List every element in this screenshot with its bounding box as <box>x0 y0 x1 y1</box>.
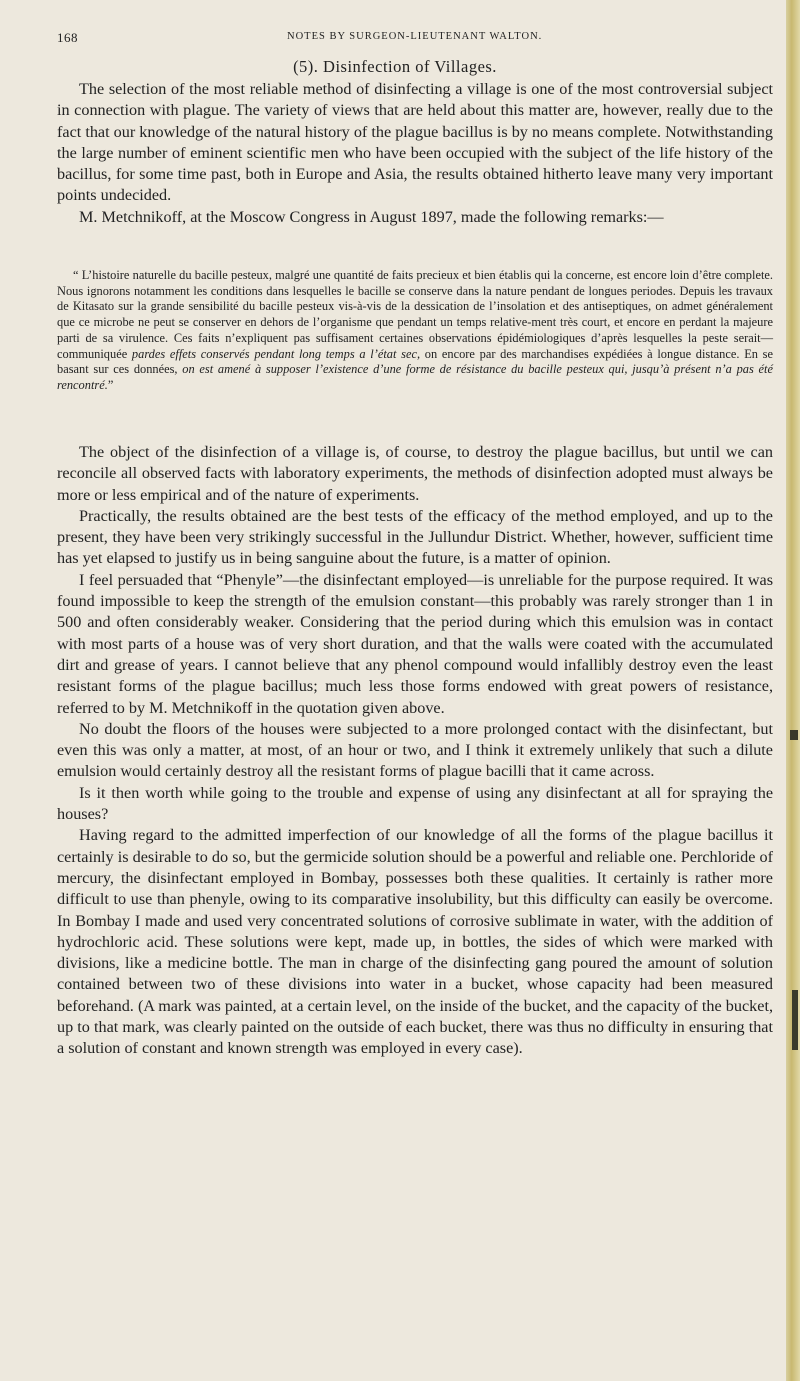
paragraph-metchnikoff-intro: M. Metchnikoff, at the Moscow Congress in August 1897, made the following remarks:— <box>79 207 664 226</box>
edge-mark-2 <box>792 990 798 1050</box>
page-edge <box>786 0 800 1381</box>
body-text-block-1 <box>57 79 773 228</box>
paragraph-perchloride: Having regard to the admitted imperfection of our knowledge of all the forms of the plague bacillus it certainly is desirable to do so, but the germicide solution should be a powerful and reliable one. Perchloride of mercury, the disinfectant employed in Bombay, possesses both these qualities. It certainly is rather more difficult to use than phenyle, owing to its comparative insolubility, but this difficulty can easily be overcome. In Bombay I made and used very concentrated solutions of corrosive sublimate in water, with the addition of hydrochloric acid. These solutions were kept, made up, in bottles, the sides of which were marked with divisions, like a medicine bottle. The man in charge of the disinfecting gang poured the amount of solution contained between two of these divisions into water in a bucket, whose capacity had been measured beforehand. (A mark was painted, at a certain level, on the inside of the bucket, and the capacity of the bucket, up to that mark, was clearly painted on the outside of each bucket, there was thus no difficulty in ensuring that a solution of constant and known strength was employed in every case). <box>57 826 773 1058</box>
quote-italic-1: pardes effets conservés pendant long temps a l’état sec, <box>131 346 421 361</box>
header-title: NOTES BY SURGEON-LIEUTENANT WALTON. <box>287 31 543 42</box>
body-text-block-2 <box>57 442 773 1060</box>
paragraph-phenyle: I feel persuaded that “Phenyle”—the disinfectant employed—is unreliable for the purpose required. It was found impossible to keep the strength of the emulsion constant—this probably was rarely stronger than 1 in 500 and often considerably weaker. Considering that the period during which this emulsion was in contact with most parts of a house was of very short duration, and that the walls were coated with the accumulated dirt and grease of years. I cannot believe that any phenol compound would infallibly destroy even the least resistant forms of the plague bacillus; much less those forms endowed with great powers of resistance, referred to by M. Metchnikoff in the quotation given above. <box>57 570 773 717</box>
paragraph-floors: No doubt the floors of the houses were subjected to a more prolonged contact with the disinfectant, but even this was only a matter, at most, of an hour or two, and I think it extremely unlikely that such a dilute emulsion would certainly destroy all the resistant forms of plague bacilli that it came across. <box>57 719 773 781</box>
section-heading: (5). Disinfection of Villages. <box>293 57 497 76</box>
paragraph-object: The object of the disinfection of a village is, of course, to destroy the plague bacillus, but until we can reconcile all observed facts with laboratory experiments, the methods of disinfection adopted must always be more or less empirical and of the nature of experiments. <box>57 443 773 504</box>
paragraph-practically: Practically, the results obtained are the best tests of the efficacy of the method employed, and up to the present, they have been very strikingly successful in the Jullundur District. Whether, however, sufficient time has yet elapsed to justify us in being sanguine about the future, is a matter of opinion. <box>57 506 773 568</box>
quotation-paragraph <box>57 268 773 394</box>
french-quotation <box>57 268 773 394</box>
quote-text-mid: on encore par des marchandises expédiées à longue distance. En se basant sur ces données, <box>57 346 773 377</box>
edge-mark-1 <box>790 730 798 740</box>
paragraph-selection: The selection of the most reliable method of disinfecting a village is one of the most controversial subject in connection with plague. The variety of views that are held about this matter are, however, really due to the fact that our knowledge of the natural history of the plague bacillus is by no means complete. Notwithstanding the large number of eminent scientific men who have been occupied with the subject of the life history of the bacillus, for some time past, both in Europe and Asia, the results obtained hitherto leave many very important points undecided. <box>57 80 773 205</box>
quote-text-end: ” <box>107 377 114 392</box>
running-header <box>57 30 775 48</box>
quote-text-start: “ L’histoire naturelle du bacille pesteux, malgré une quantité de faits precieux et bien établis qui la concerne, est encore loin d’être complete. Nous ignorons notamment les conditions dans lesquelles le bacille se conserve dans la nature pendant de longues periodes. Depuis les travaux de Kitasato sur la grande sensibilité du bacille pesteux vis-à-vis de la dessication de l’insolation et des antiseptiques, on admet généralement que ce microbe ne peut se conserver en dehors de l’organisme que pendant un temps relative-ment très court, et encore en perdant la majeure parti de sa virulence. Ces faits n’expliquent pas suffisament certaines observations épidémiologiques d’après lesquelles la peste serait—communiquée <box>57 268 773 361</box>
page-number: 168 <box>57 30 78 45</box>
quote-italic-2: on est amené à supposer l’existence d’une forme de résistance du bacille pesteux qui, jusqu’à présent n’a pas été rencontré. <box>57 362 773 392</box>
paragraph-question: Is it then worth while going to the trouble and expense of using any disinfectant at all for spraying the houses? <box>57 783 773 824</box>
